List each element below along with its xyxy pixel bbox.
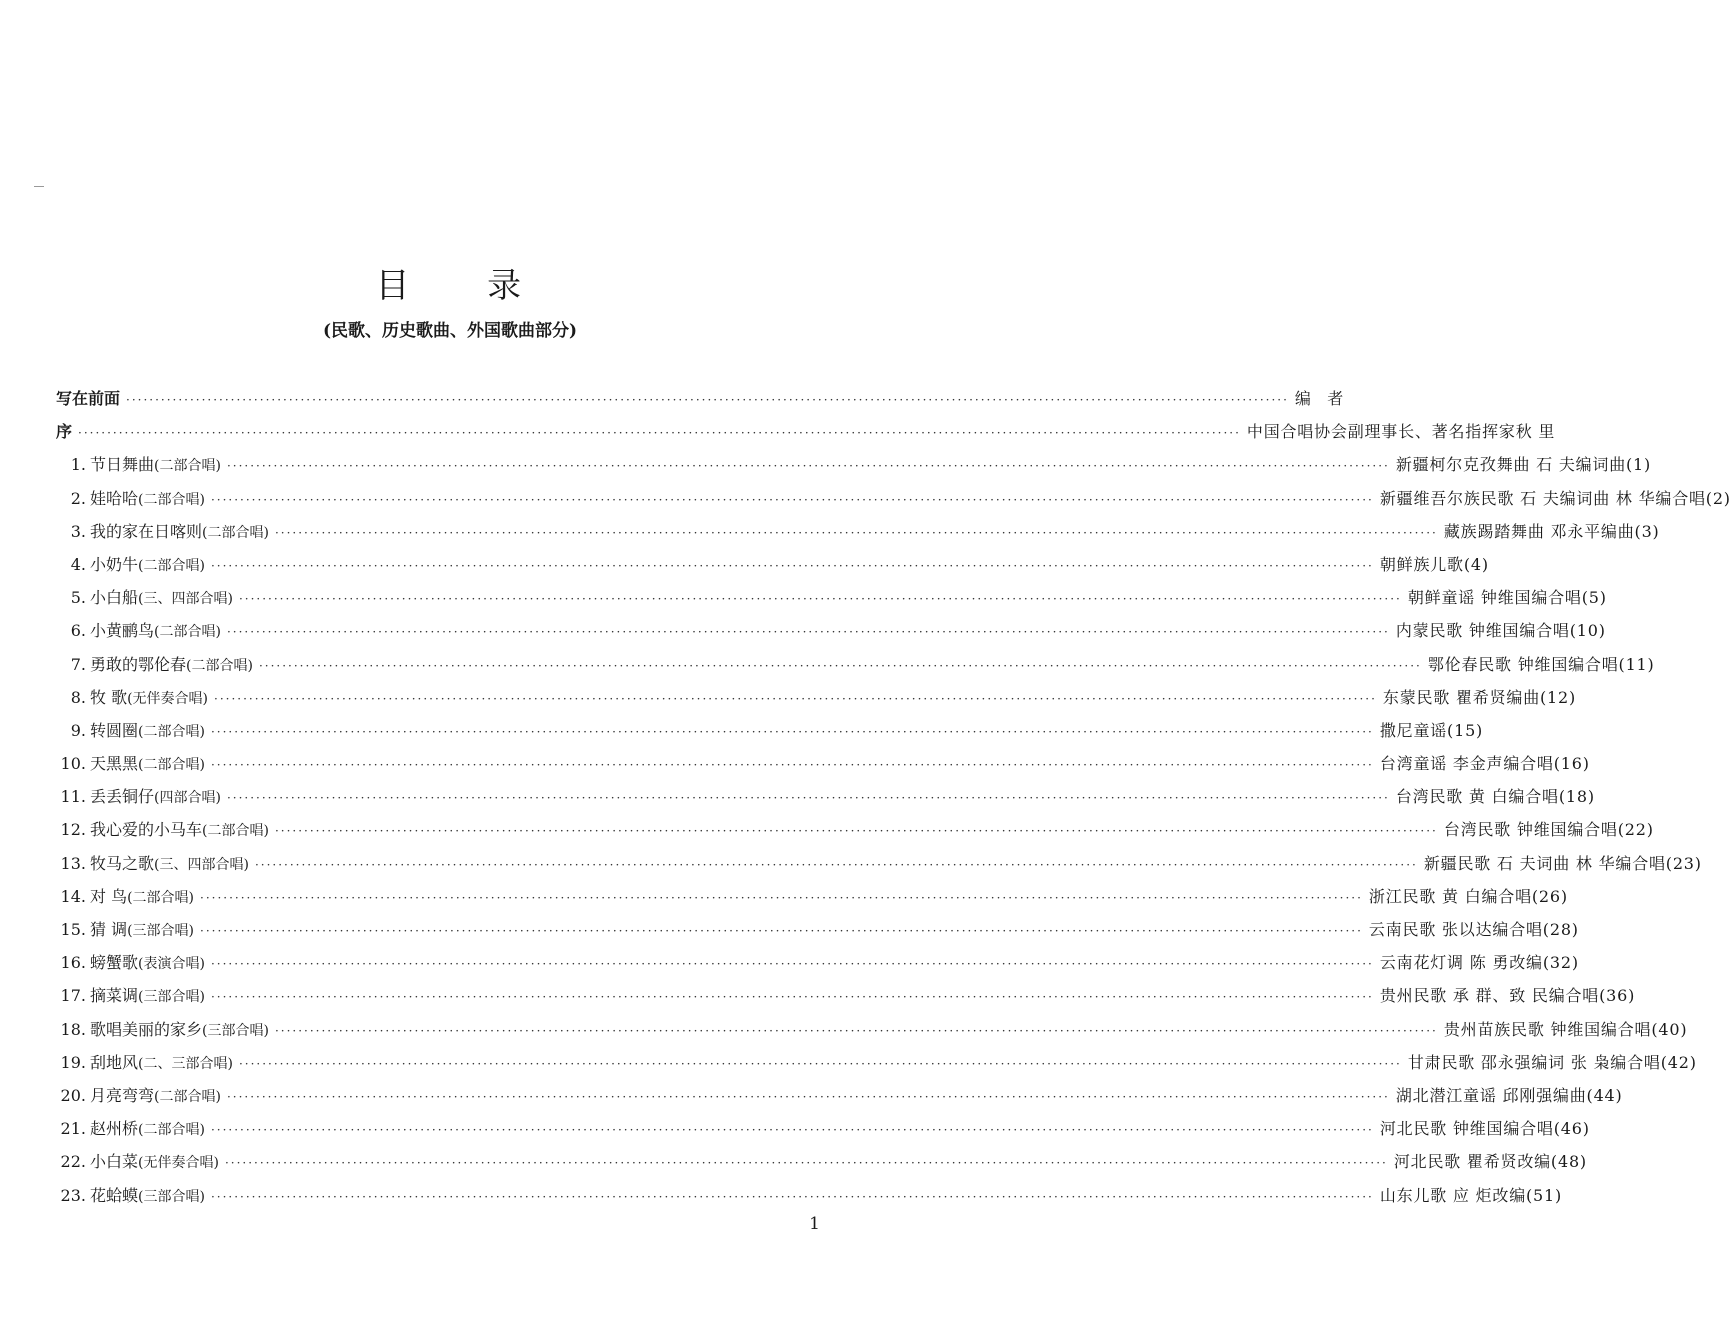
toc-entry-number: 7. — [70, 654, 86, 674]
toc-entry-number: 10. — [60, 754, 86, 774]
toc-entry-title-text: 月亮弯弯 — [90, 1085, 155, 1105]
toc-entry-number: 21. — [60, 1119, 86, 1139]
toc-entry[interactable] — [56, 486, 1731, 519]
page-title: 目 录 — [375, 266, 525, 306]
toc-entry[interactable] — [56, 652, 1655, 685]
dot-leader: ········································································································································································································ — [214, 691, 1377, 706]
toc-entry[interactable] — [56, 452, 1652, 485]
page-subtitle: (民歌、历史歌曲、外国歌曲部分) — [322, 321, 578, 341]
toc-entry-title-text: 小奶牛 — [90, 554, 139, 574]
toc-entry-credit-and-page: 东蒙民歌 瞿希贤编曲(12) — [1382, 687, 1577, 707]
toc-entry-number: 4. — [70, 554, 86, 574]
toc-entry-arrangement-note: (三部合唱) — [202, 1022, 269, 1039]
toc-entry-title-text: 牧马之歌 — [90, 853, 155, 873]
toc-entry-arrangement-note: (三、四部合唱) — [138, 591, 233, 608]
toc-entry-credit-and-page: 新疆柯尔克孜舞曲 石 夫编词曲(1) — [1395, 455, 1652, 475]
toc-entry-title-text: 天黑黑 — [90, 754, 139, 774]
toc-entry-arrangement-note: (表演合唱) — [138, 956, 205, 973]
toc-entry-credit-and-page: 朝鲜童谣 钟维国编合唱(5) — [1407, 588, 1607, 608]
toc-entry-title — [90, 784, 221, 807]
toc-entry-number: 1. — [70, 455, 86, 475]
dot-leader: ········································································································································································································ — [274, 824, 1438, 839]
toc-entry-title — [56, 419, 72, 442]
dot-leader: ········································································································································································································ — [210, 1123, 1374, 1138]
toc-entry[interactable] — [56, 983, 1636, 1016]
toc-entry-number: 8. — [70, 687, 86, 707]
toc-entry-credit-and-page: 贵州苗族民歌 钟维国编合唱(40) — [1443, 1019, 1688, 1039]
dot-leader: ········································································································································································································ — [226, 1089, 1390, 1104]
toc-entry-credit-and-page: 云南民歌 张以达编合唱(28) — [1368, 920, 1579, 939]
toc-entry-title — [90, 718, 205, 741]
toc-entry[interactable] — [56, 1017, 1688, 1050]
toc-entry-arrangement-note: (二部合唱) — [154, 458, 221, 475]
toc-entry-credit-and-page: 撒尼童谣(15) — [1379, 720, 1484, 740]
toc-entry-title-text: 牧 歌 — [90, 687, 128, 707]
toc-entry[interactable] — [56, 386, 1349, 419]
toc-entry-arrangement-note: (三、四部合唱) — [154, 856, 249, 873]
toc-entry-title-text: 我的家在日喀则 — [90, 521, 203, 541]
toc-entry-credit-and-page: 新疆民歌 石 夫词曲 林 华编合唱(23) — [1423, 853, 1702, 873]
toc-entry[interactable] — [56, 1149, 1587, 1182]
toc-entry-title-text: 娃哈哈 — [90, 488, 139, 508]
toc-entry-number: 16. — [60, 953, 86, 973]
toc-entry-credit-and-page: 台湾童谣 李金声编合唱(16) — [1379, 754, 1590, 774]
toc-entry-number: 5. — [70, 588, 86, 608]
toc-entry[interactable] — [56, 718, 1484, 751]
toc-entry-arrangement-note: (二部合唱) — [138, 723, 205, 740]
toc-entry-title — [90, 585, 233, 608]
toc-entry-number: 3. — [70, 521, 86, 541]
toc-entry-number: 12. — [60, 820, 86, 840]
margin-mark — [34, 186, 44, 187]
toc-entry-title — [90, 452, 221, 475]
toc-entry-credit-and-page: 中国合唱协会副理事长、著名指挥家秋 里 — [1246, 422, 1556, 442]
toc-entry-credit-and-page: 山东儿歌 应 炬改编(51) — [1379, 1185, 1563, 1205]
toc-entry[interactable] — [56, 1083, 1623, 1116]
toc-entry-credit-and-page: 新疆维吾尔族民歌 石 夫编词曲 林 华编合唱(2) — [1379, 488, 1731, 508]
toc-entry[interactable] — [56, 917, 1579, 950]
toc-entry-number: 14. — [60, 886, 86, 906]
toc-entry[interactable] — [56, 552, 1489, 585]
toc-entry-credit-and-page: 甘肃民歌 邵永强编词 张 枭编合唱(42) — [1407, 1052, 1697, 1072]
toc-entry-credit-and-page: 朝鲜族儿歌(4) — [1379, 554, 1489, 574]
toc-entry-number: 23. — [60, 1185, 86, 1205]
toc-entry[interactable] — [56, 950, 1579, 983]
dot-leader: ········································································································································································································ — [200, 924, 1363, 938]
dot-leader: ········································································································································································································ — [210, 724, 1374, 739]
toc-entry-title-text: 花蛤蟆 — [90, 1185, 139, 1205]
toc-entry-credit-and-page: 浙江民歌 黄 白编合唱(26) — [1368, 886, 1568, 906]
toc-entry[interactable] — [56, 519, 1660, 552]
toc-entry-title-text: 对 鸟 — [90, 886, 128, 906]
toc-entry-title — [90, 1017, 269, 1040]
toc-entry-arrangement-note: (二部合唱) — [186, 657, 253, 674]
toc-entry-title-text: 歌唱美丽的家乡 — [90, 1019, 203, 1039]
toc-entry-title — [90, 618, 221, 641]
toc-entry-title-text: 猜 调 — [90, 920, 128, 939]
toc-entry[interactable] — [56, 884, 1568, 917]
toc-entry[interactable] — [56, 1050, 1697, 1083]
toc-entry-number: 17. — [60, 986, 86, 1006]
dot-leader: ········································································································································································································ — [210, 957, 1374, 972]
dot-leader: ········································································································································································································ — [210, 1189, 1374, 1204]
dot-leader: ········································································································································································································ — [226, 791, 1390, 806]
toc-entry-arrangement-note: (二部合唱) — [127, 889, 195, 906]
toc-entry[interactable] — [56, 817, 1654, 850]
toc-entry-title — [90, 685, 208, 708]
dot-leader: ········································································································································································································ — [210, 990, 1374, 1005]
toc-entry-title — [90, 884, 194, 907]
toc-entry[interactable] — [56, 1183, 1563, 1216]
toc-entry-arrangement-note: (三部合唱) — [138, 1188, 205, 1205]
toc-entry-title-text: 螃蟹歌 — [90, 953, 139, 973]
toc-entry-number: 9. — [70, 720, 86, 740]
dot-leader: ········································································································································································································ — [274, 525, 1438, 540]
toc-entry-credit-and-page: 藏族踢踏舞曲 邓永平编曲(3) — [1443, 521, 1660, 541]
toc-entry-arrangement-note: (三部合唱) — [127, 923, 195, 939]
toc-entry-arrangement-note: (二部合唱) — [138, 757, 205, 774]
toc-entry-arrangement-note: (二部合唱) — [154, 624, 221, 641]
dot-leader: ········································································································································································································ — [200, 890, 1363, 905]
toc-entry-arrangement-note: (二部合唱) — [138, 491, 205, 508]
toc-entry-title-text: 写在前面 — [56, 389, 121, 408]
toc-entry-arrangement-note: (二部合唱) — [154, 1088, 221, 1105]
toc-entry-credit-and-page: 台湾民歌 钟维国编合唱(22) — [1443, 820, 1654, 840]
toc-entry-arrangement-note: (二、三部合唱) — [138, 1055, 233, 1072]
dot-leader: ········································································································································································································ — [226, 459, 1390, 474]
toc-entry[interactable] — [56, 585, 1607, 618]
toc-entry-title — [90, 751, 205, 774]
toc-entry[interactable] — [56, 1116, 1590, 1149]
toc-entry-title-text: 序 — [56, 422, 73, 442]
toc-entry-credit-and-page: 台湾民歌 黄 白编合唱(18) — [1395, 787, 1595, 807]
toc-entry-title-text: 摘菜调 — [90, 986, 139, 1006]
toc-entry-title — [56, 386, 120, 409]
toc-entry-number: 19. — [60, 1052, 86, 1072]
toc-entry-credit-and-page: 鄂伦春民歌 钟维国编合唱(11) — [1427, 654, 1655, 674]
toc-entry-number: 18. — [60, 1019, 86, 1039]
toc-entry[interactable] — [56, 685, 1577, 718]
toc-entry-arrangement-note: (二部合唱) — [138, 1122, 205, 1139]
toc-entry-title — [90, 1050, 233, 1073]
toc-entry-credit-and-page: 内蒙民歌 钟维国编合唱(10) — [1395, 621, 1606, 641]
toc-entry-title — [90, 519, 269, 542]
toc-entry-title-text: 我心爱的小马车 — [90, 820, 203, 840]
toc-entry[interactable] — [56, 419, 1556, 452]
toc-entry-title — [90, 1116, 205, 1139]
toc-entry-number: 22. — [60, 1152, 86, 1172]
toc-entry-title-text: 转圆圈 — [90, 720, 139, 740]
toc-entry-number: 15. — [60, 920, 86, 939]
toc-entry-credit-and-page: 贵州民歌 承 群、致 民编合唱(36) — [1379, 986, 1636, 1006]
toc-entry-title — [90, 486, 205, 509]
toc-entry-arrangement-note: (二部合唱) — [138, 557, 205, 574]
toc-entry-title-text: 勇敢的鄂伦春 — [90, 654, 187, 674]
toc-entry-title — [90, 1183, 205, 1206]
dot-leader: ········································································································································································································ — [238, 1056, 1402, 1071]
toc-entry-credit-and-page: 河北民歌 钟维国编合唱(46) — [1379, 1119, 1590, 1139]
toc-entry[interactable] — [56, 851, 1702, 884]
toc-entry-number: 13. — [60, 853, 86, 873]
dot-leader: ········································································································································································································ — [210, 558, 1374, 573]
page-number: 1 — [809, 1214, 820, 1234]
toc-entry-title-text: 赵州桥 — [90, 1119, 139, 1139]
dot-leader: ········································································································································································································ — [254, 857, 1418, 872]
toc-entry-title-text: 刮地风 — [90, 1052, 139, 1072]
toc-entry-title-text: 小白菜 — [90, 1152, 139, 1172]
toc-entry-arrangement-note: (二部合唱) — [202, 524, 269, 541]
toc-entry-title — [90, 917, 194, 940]
toc-entry-number: 20. — [60, 1085, 86, 1105]
toc-entry-credit-and-page: 编 者 — [1294, 389, 1349, 408]
dot-leader: ········································································································································································································ — [238, 592, 1402, 607]
toc-entry-title — [90, 1083, 221, 1106]
toc-entry-title — [90, 652, 253, 675]
toc-entry-credit-and-page: 云南花灯调 陈 勇改编(32) — [1379, 953, 1579, 973]
toc-entry-arrangement-note: (四部合唱) — [154, 790, 221, 807]
toc-entry[interactable] — [56, 618, 1606, 651]
toc-entry[interactable] — [56, 751, 1590, 784]
toc-entry-number: 6. — [70, 621, 86, 641]
dot-leader: ········································································································································································································ — [126, 393, 1289, 407]
dot-leader: ········································································································································································································ — [226, 625, 1390, 640]
dot-leader: ········································································································································································································ — [274, 1023, 1438, 1038]
dot-leader: ········································································································································································································ — [224, 1156, 1388, 1171]
toc-entry-number: 11. — [60, 787, 86, 807]
dot-leader: ········································································································································································································ — [78, 426, 1241, 441]
toc-entry-number: 2. — [70, 488, 86, 508]
toc-entry-title-text: 小白船 — [90, 588, 139, 608]
toc-entry-title — [90, 983, 205, 1006]
toc-entry-title-text: 节日舞曲 — [90, 455, 155, 475]
toc-entry-arrangement-note: (三部合唱) — [138, 989, 205, 1006]
toc-entry-title — [90, 817, 269, 840]
toc-entry-arrangement-note: (无伴奏合唱) — [127, 690, 209, 707]
table-of-contents — [56, 386, 1731, 1216]
toc-entry-title-text: 小黄鹂鸟 — [90, 621, 155, 641]
dot-leader: ········································································································································································································ — [210, 492, 1374, 507]
toc-entry-arrangement-note: (二部合唱) — [202, 823, 269, 840]
toc-entry-title-text: 丢丢铜仔 — [90, 787, 155, 807]
toc-entry-credit-and-page: 湖北潜江童谣 邱刚强编曲(44) — [1395, 1085, 1623, 1105]
toc-entry-title — [90, 1149, 219, 1172]
toc-entry-title — [90, 851, 249, 874]
toc-entry-title — [90, 552, 205, 575]
toc-entry[interactable] — [56, 784, 1595, 817]
dot-leader: ········································································································································································································ — [210, 758, 1374, 773]
dot-leader: ········································································································································································································ — [258, 658, 1422, 673]
toc-entry-arrangement-note: (无伴奏合唱) — [138, 1155, 219, 1172]
toc-entry-title — [90, 950, 205, 973]
toc-entry-credit-and-page: 河北民歌 瞿希贤改编(48) — [1393, 1152, 1587, 1172]
